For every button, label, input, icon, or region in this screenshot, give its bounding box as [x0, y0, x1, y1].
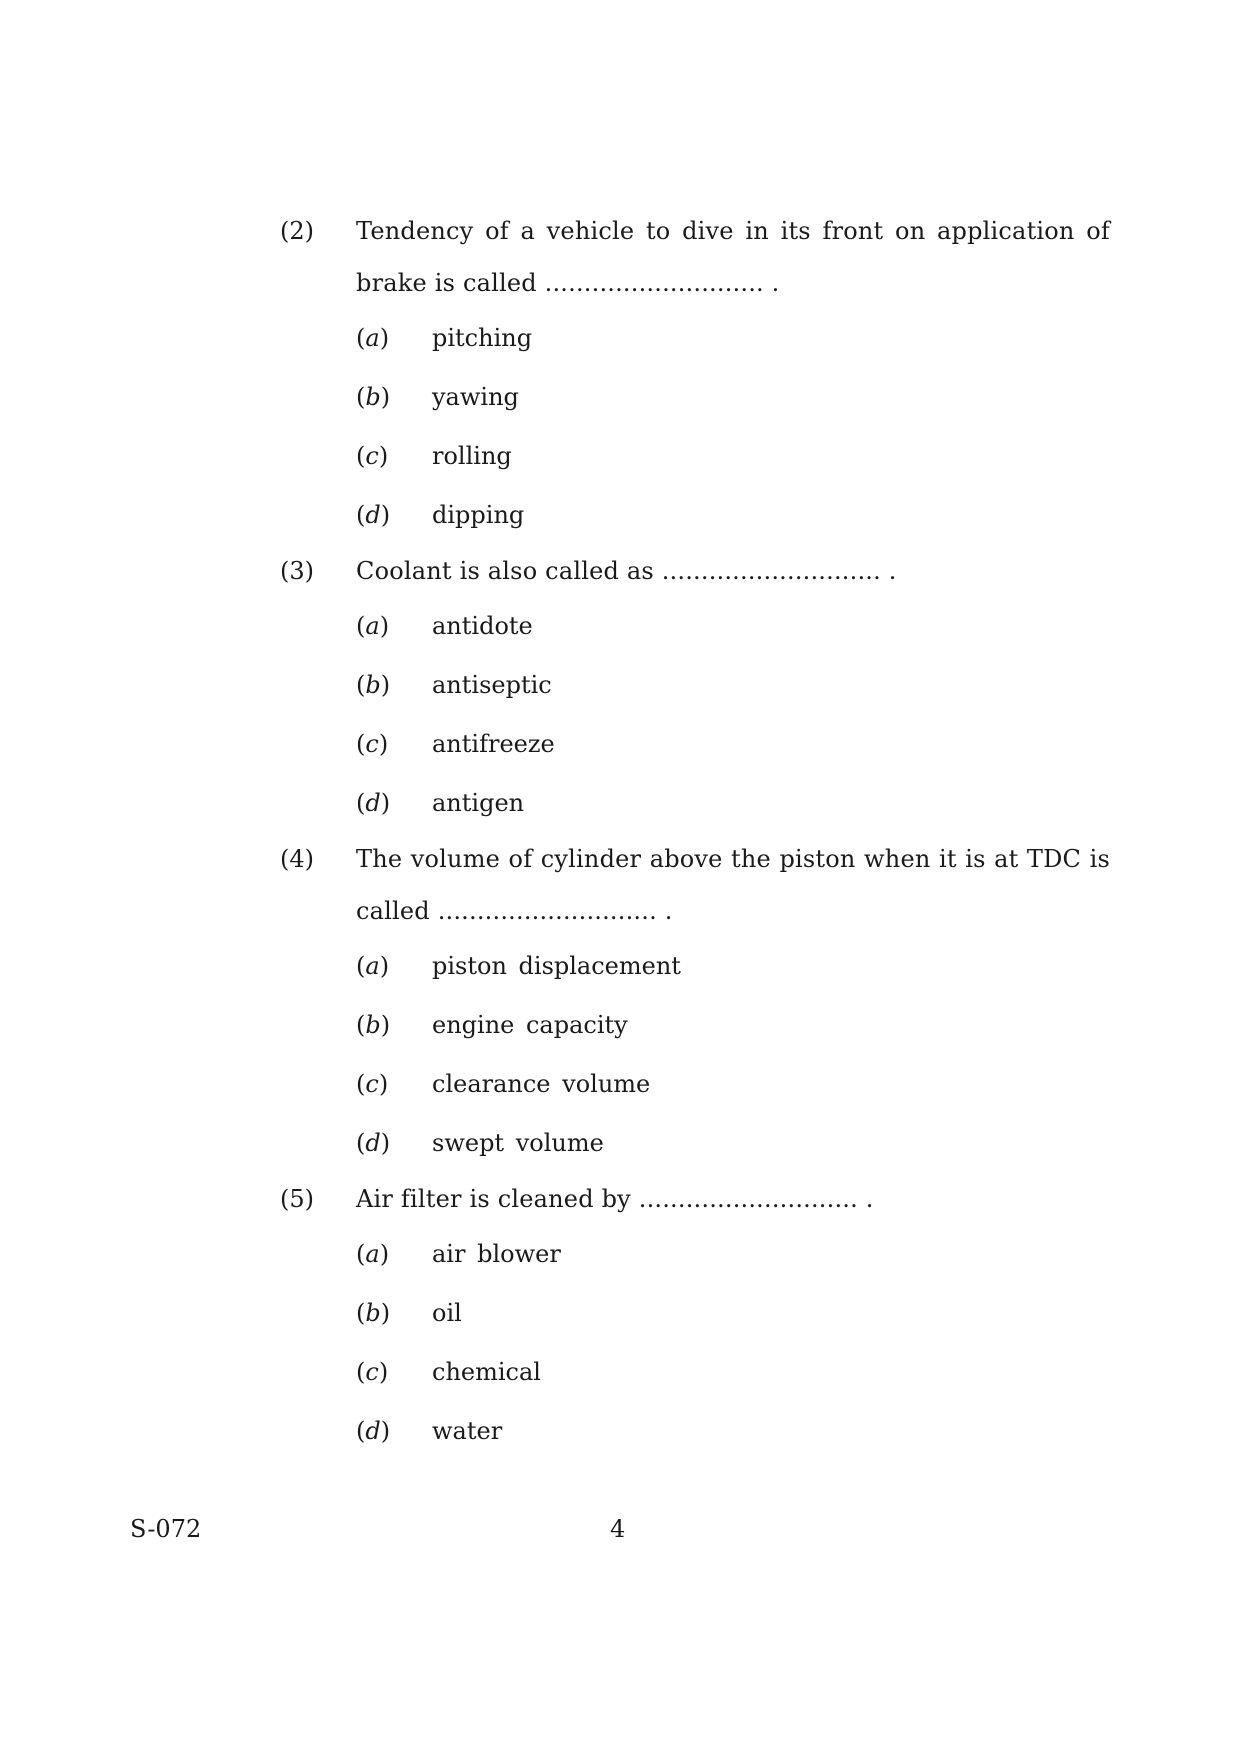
question-4	[280, 833, 1110, 1173]
option-d	[356, 1402, 1110, 1461]
option-c	[356, 1055, 1110, 1114]
paper-code: S-072	[130, 1515, 202, 1543]
option-text: yawing	[432, 383, 519, 411]
question-2	[280, 205, 1110, 545]
option-letter: (c)	[356, 442, 389, 470]
question-number: (4)	[280, 845, 314, 873]
option-b	[356, 656, 1110, 715]
option-text: clearance volume	[432, 1070, 651, 1098]
option-a	[356, 597, 1110, 656]
option-letter: (c)	[356, 1070, 389, 1098]
question-text: Coolant is also called as ............................ .	[356, 557, 897, 585]
option-letter: (d)	[356, 1417, 391, 1445]
option-a	[356, 1225, 1110, 1284]
option-text: dipping	[432, 501, 525, 529]
question-text: Air filter is cleaned by ............................ .	[356, 1185, 874, 1213]
question-number: (5)	[280, 1185, 314, 1213]
option-letter: (a)	[356, 612, 390, 640]
option-text: engine capacity	[432, 1011, 628, 1039]
option-list	[356, 309, 1110, 545]
option-list	[356, 597, 1110, 833]
option-letter: (b)	[356, 383, 391, 411]
option-text: piston displacement	[432, 952, 681, 980]
question-3	[280, 545, 1110, 833]
option-d	[356, 1114, 1110, 1173]
question-text: The volume of cylinder above the piston when it is at TDC is called ............................ .	[356, 845, 1110, 925]
option-c	[356, 715, 1110, 774]
option-letter: (b)	[356, 671, 391, 699]
option-letter: (a)	[356, 324, 390, 352]
option-a	[356, 937, 1110, 996]
option-letter: (d)	[356, 501, 391, 529]
option-text: water	[432, 1417, 503, 1445]
option-b	[356, 1284, 1110, 1343]
option-b	[356, 996, 1110, 1055]
question-number: (3)	[280, 557, 314, 585]
option-text: swept volume	[432, 1129, 604, 1157]
option-text: antifreeze	[432, 730, 555, 758]
option-letter: (c)	[356, 730, 389, 758]
option-letter: (a)	[356, 1240, 390, 1268]
option-text: pitching	[432, 324, 533, 352]
option-d	[356, 486, 1110, 545]
option-text: air blower	[432, 1240, 561, 1268]
option-a	[356, 309, 1110, 368]
option-text: chemical	[432, 1358, 541, 1386]
option-text: antiseptic	[432, 671, 552, 699]
question-list	[280, 205, 1110, 1461]
option-letter: (d)	[356, 789, 391, 817]
question-number: (2)	[280, 217, 314, 245]
question-text: Tendency of a vehicle to dive in its front on application of brake is called ............................ .	[356, 217, 1110, 297]
question-5	[280, 1173, 1110, 1461]
option-letter: (c)	[356, 1358, 389, 1386]
option-letter: (b)	[356, 1299, 391, 1327]
option-text: oil	[432, 1299, 462, 1327]
option-text: antidote	[432, 612, 533, 640]
option-c	[356, 427, 1110, 486]
option-letter: (a)	[356, 952, 390, 980]
option-list	[356, 937, 1110, 1173]
option-text: rolling	[432, 442, 512, 470]
option-c	[356, 1343, 1110, 1402]
option-list	[356, 1225, 1110, 1461]
page-number: 4	[610, 1515, 626, 1543]
option-d	[356, 774, 1110, 833]
option-text: antigen	[432, 789, 525, 817]
option-b	[356, 368, 1110, 427]
option-letter: (d)	[356, 1129, 391, 1157]
option-letter: (b)	[356, 1011, 391, 1039]
